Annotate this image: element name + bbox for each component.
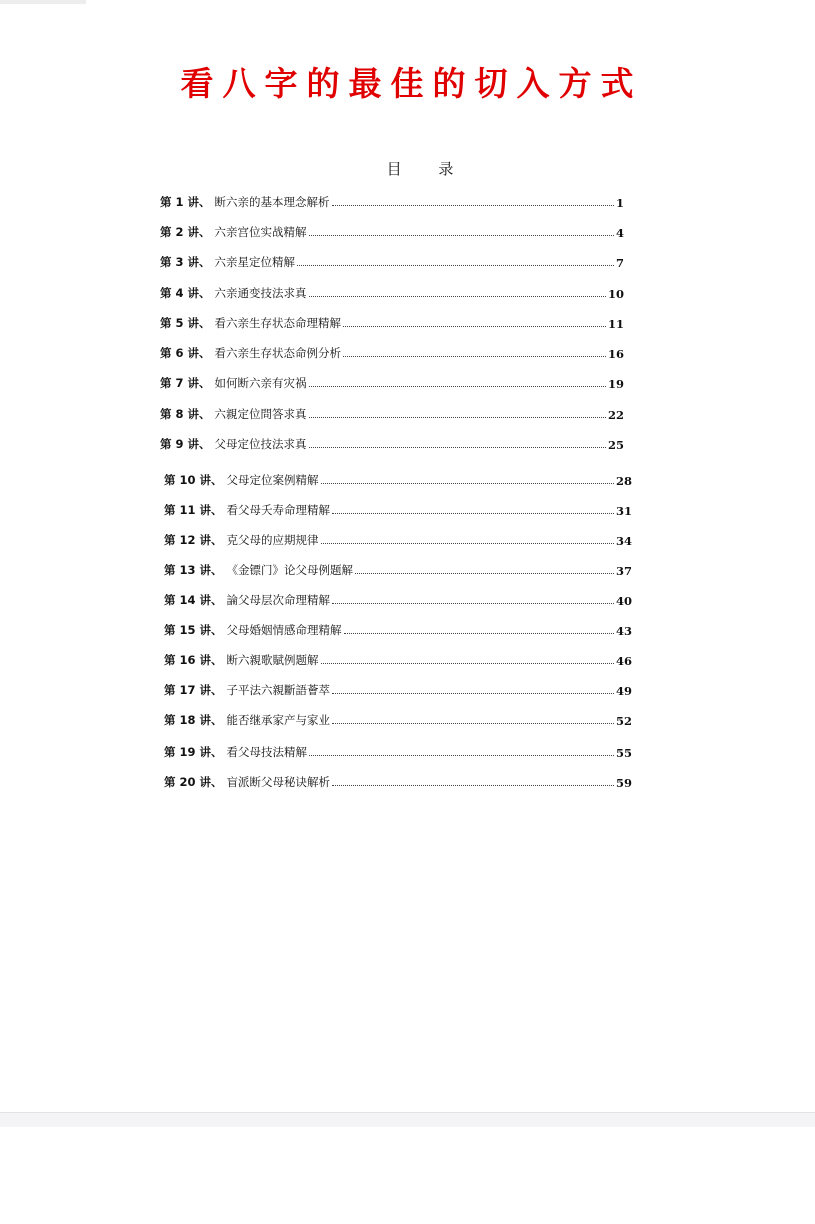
page-bottom-edge — [0, 1112, 815, 1127]
toc-entry-page-number: 1 — [615, 196, 624, 210]
toc-entry[interactable] — [164, 678, 632, 698]
toc-entry[interactable] — [164, 740, 632, 760]
toc-entry-number: 第 7 讲、 — [160, 376, 211, 390]
toc-entry[interactable] — [160, 311, 624, 331]
toc-entry-number: 第 10 讲、 — [164, 473, 223, 487]
toc-entry-page-number: 10 — [607, 287, 624, 301]
toc-leader-dots — [332, 603, 614, 604]
toc-entry[interactable] — [160, 220, 624, 240]
toc-entry-title: 能否继承家产与家业 — [226, 713, 331, 727]
toc-leader-dots — [297, 265, 614, 266]
toc-leader-dots — [309, 386, 606, 387]
toc-entry-page-number: 52 — [615, 714, 632, 728]
toc-entry-title: 子平法六親斷語薈萃 — [226, 683, 331, 697]
toc-leader-dots — [321, 543, 614, 544]
toc-entry-title: 如何断六亲有灾祸 — [214, 376, 307, 390]
toc-entry-page-number: 34 — [615, 534, 632, 548]
toc-entry-page-number: 11 — [607, 317, 624, 331]
toc-entry-page-number: 40 — [615, 594, 632, 608]
toc-entry-number: 第 12 讲、 — [164, 533, 223, 547]
toc-leader-dots — [321, 663, 614, 664]
toc-entry-number: 第 17 讲、 — [164, 683, 223, 697]
toc-entry-number: 第 15 讲、 — [164, 623, 223, 637]
toc-entry-title: 断六親歌賦例题解 — [226, 653, 319, 667]
toc-leader-dots — [343, 326, 606, 327]
toc-entry-number: 第 19 讲、 — [164, 745, 223, 759]
toc-entry[interactable] — [160, 432, 624, 452]
toc-entry[interactable] — [164, 770, 632, 790]
toc-entry[interactable] — [164, 528, 632, 548]
toc-entry-page-number: 43 — [615, 624, 632, 638]
toc-leader-dots — [332, 513, 614, 514]
toc-leader-dots — [332, 205, 614, 206]
toc-entry-number: 第 18 讲、 — [164, 713, 223, 727]
toc-leader-dots — [344, 633, 614, 634]
toc-entry[interactable] — [160, 371, 624, 391]
document-title: 看八字的最佳的切入方式 — [180, 64, 643, 103]
toc-entry-number: 第 2 讲、 — [160, 225, 211, 239]
toc-entry[interactable] — [164, 468, 632, 488]
toc-entry[interactable] — [164, 558, 632, 578]
toc-entry-title: 六亲通变技法求真 — [214, 286, 307, 300]
toc-entry-number: 第 14 讲、 — [164, 593, 223, 607]
toc-entry-title: 看六亲生存状态命理精解 — [214, 316, 342, 330]
toc-leader-dots — [321, 483, 614, 484]
toc-entry-title: 父母定位技法求真 — [214, 437, 307, 451]
toc-entry-page-number: 25 — [607, 438, 624, 452]
toc-entry-page-number: 31 — [615, 504, 632, 518]
toc-leader-dots — [332, 693, 614, 694]
toc-entry-number: 第 20 讲、 — [164, 775, 223, 789]
toc-entry-page-number: 55 — [615, 746, 632, 760]
toc-entry-page-number: 19 — [607, 377, 624, 391]
toc-leader-dots — [309, 296, 606, 297]
toc-entry[interactable] — [160, 190, 624, 210]
toc-entry-number: 第 3 讲、 — [160, 255, 211, 269]
toc-entry[interactable] — [164, 618, 632, 638]
toc-entry[interactable] — [164, 588, 632, 608]
toc-entry-number: 第 5 讲、 — [160, 316, 211, 330]
toc-entry-number: 第 9 讲、 — [160, 437, 211, 451]
toc-entry-number: 第 16 讲、 — [164, 653, 223, 667]
toc-entry-title: 看父母技法精解 — [226, 745, 308, 759]
toc-entry-title: 六亲宫位实战精解 — [214, 225, 307, 239]
toc-entry[interactable] — [164, 648, 632, 668]
toc-leader-dots — [332, 785, 614, 786]
toc-entry[interactable] — [160, 341, 624, 361]
toc-entry-title: 断六亲的基本理念解析 — [214, 195, 330, 209]
toc-entry-title: 盲派断父母秘诀解析 — [226, 775, 331, 789]
corner-mark — [0, 0, 86, 4]
toc-entry-title: 看父母夭寿命理精解 — [226, 503, 331, 517]
toc-entry-title: 論父母层次命理精解 — [226, 593, 331, 607]
toc-entry-number: 第 6 讲、 — [160, 346, 211, 360]
toc-heading: 目 录 — [386, 160, 470, 178]
toc-leader-dots — [309, 447, 606, 448]
toc-entry-title: 克父母的应期规律 — [226, 533, 319, 547]
toc-entry-page-number: 16 — [607, 347, 624, 361]
toc-entry[interactable] — [160, 281, 624, 301]
toc-entry-page-number: 59 — [615, 776, 632, 790]
toc-entry-page-number: 4 — [615, 226, 624, 240]
toc-entry-page-number: 46 — [615, 654, 632, 668]
toc-entry-title: 父母定位案例精解 — [226, 473, 319, 487]
toc-leader-dots — [343, 356, 606, 357]
toc-entry-number: 第 8 讲、 — [160, 407, 211, 421]
toc-leader-dots — [309, 235, 614, 236]
toc-entry-page-number: 22 — [607, 408, 624, 422]
toc-entry-title: 父母婚姻情感命理精解 — [226, 623, 342, 637]
toc-leader-dots — [355, 573, 614, 574]
toc-entry-page-number: 7 — [615, 256, 624, 270]
toc-entry[interactable] — [164, 498, 632, 518]
toc-entry[interactable] — [164, 708, 632, 728]
toc-entry-page-number: 28 — [615, 474, 632, 488]
toc-leader-dots — [309, 417, 606, 418]
toc-entry-number: 第 1 讲、 — [160, 195, 211, 209]
toc-entry-title: 六亲星定位精解 — [214, 255, 296, 269]
toc-entry-number: 第 13 讲、 — [164, 563, 223, 577]
toc-leader-dots — [332, 723, 614, 724]
toc-entry-title: 六親定位問答求真 — [214, 407, 307, 421]
toc-entry[interactable] — [160, 250, 624, 270]
toc-leader-dots — [309, 755, 614, 756]
toc-entry-page-number: 37 — [615, 564, 632, 578]
toc-entry-number: 第 4 讲、 — [160, 286, 211, 300]
toc-entry-page-number: 49 — [615, 684, 632, 698]
toc-entry-number: 第 11 讲、 — [164, 503, 223, 517]
toc-entry[interactable] — [160, 402, 624, 422]
toc-entry-title: 《金镖门》论父母例题解 — [226, 563, 354, 577]
toc-entry-title: 看六亲生存状态命例分析 — [214, 346, 342, 360]
